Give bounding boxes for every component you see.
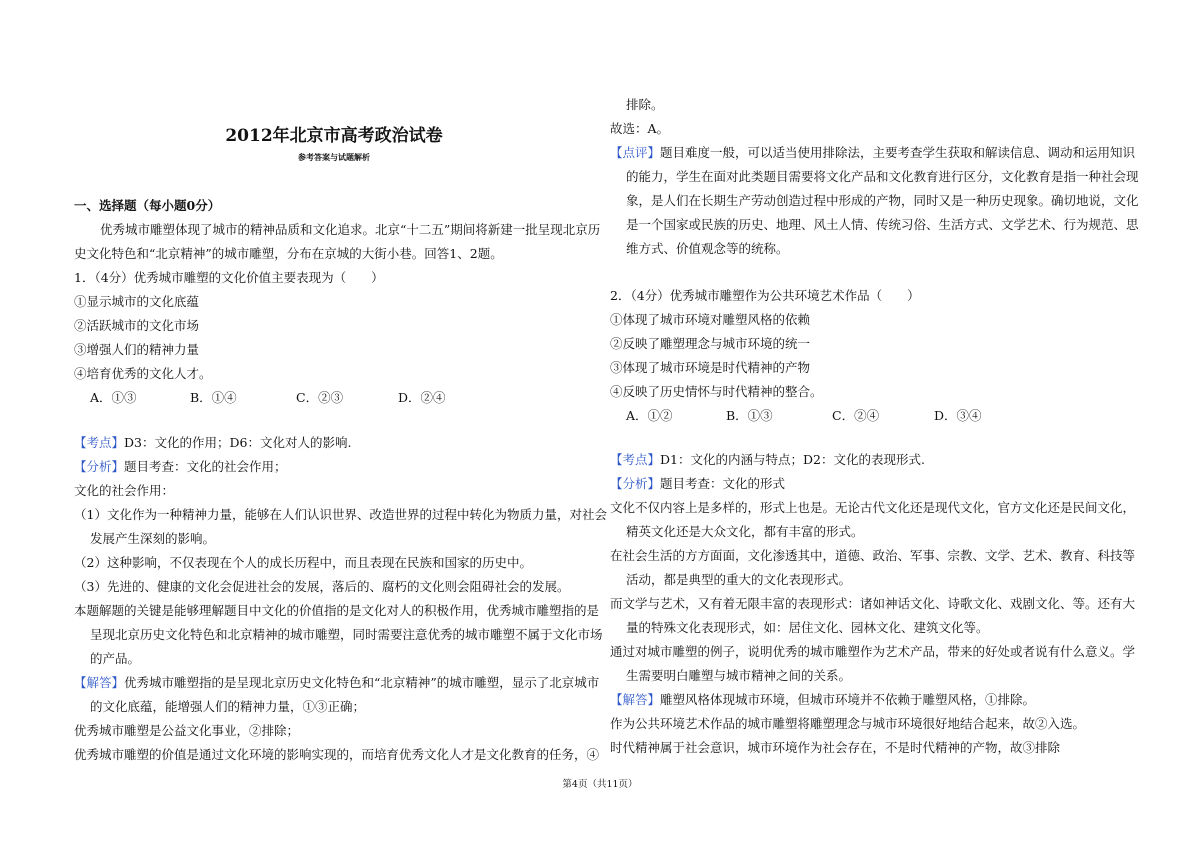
r-line-12: 量的特殊文化表现形式，如：居住文化、园林文化、建筑文化等。 bbox=[626, 620, 989, 635]
r-line-15: 作为公共环境艺术作品的城市雕塑将雕塑理念与城市环境很好地结合起来，故②入选。 bbox=[610, 716, 1086, 731]
jieda-tag: 【解答】 bbox=[74, 675, 125, 690]
kaodian-tag: 【考点】 bbox=[610, 452, 661, 467]
q1-jieda bbox=[74, 675, 599, 691]
q1-choice-a: A．①③ bbox=[90, 390, 137, 405]
q2-option-2: ②反映了雕塑理念与城市环境的统一 bbox=[610, 336, 811, 351]
kaodian-text: D3：文化的作用；D6：文化对人的影响. bbox=[124, 435, 352, 450]
r-line-6: 维方式、价值观念等的统称。 bbox=[626, 241, 789, 256]
q2-kaodian bbox=[610, 452, 925, 468]
analysis-line-3: 发展产生深刻的影响。 bbox=[90, 531, 216, 546]
r-line-5: 是一个国家或民族的历史、地理、风土人情、传统习俗、生活方式、文学艺术、行为规范、思 bbox=[626, 217, 1139, 232]
r-line-14: 生需要明白雕塑与城市精神之间的关系。 bbox=[626, 668, 852, 683]
answer-line-3: 优秀城市雕塑的价值是通过文化环境的影响实现的，而培育优秀文化人才是文化教育的任务，④ bbox=[74, 747, 600, 762]
kaodian-text: D1：文化的内涵与特点；D2：文化的表现形式. bbox=[660, 452, 925, 467]
q2-fenxi bbox=[610, 476, 785, 492]
analysis-line-8: 的产品。 bbox=[90, 651, 141, 666]
fenxi-tag: 【分析】 bbox=[74, 459, 125, 474]
analysis-line-6: 本题解题的关键是能够理解题目中文化的价值指的是文化对人的积极作用，优秀城市雕塑指的是 bbox=[74, 603, 600, 618]
r-line-16: 时代精神属于社会意识，城市环境作为社会存在，不是时代精神的产物，故③排除 bbox=[610, 740, 1061, 755]
jieda-text: 优秀城市雕塑指的是呈现北京历史文化特色和“北京精神”的城市雕塑，显示了北京城市 bbox=[124, 675, 600, 690]
intro-line-1: 优秀城市雕塑体现了城市的精神品质和文化追求。北京“十二五”期间将新建一批呈现北京历 bbox=[100, 222, 601, 237]
r-line-10: 活动，都是典型的重大的文化表现形式。 bbox=[626, 572, 852, 587]
analysis-line-7: 呈现北京历史文化特色和北京精神的城市雕塑，同时需要注意优秀的城市雕塑不属于文化市场 bbox=[90, 627, 603, 642]
q2-choice-a: A．①② bbox=[626, 408, 673, 423]
q1-option-1: ①显示城市的文化底蕴 bbox=[74, 294, 200, 309]
q2-choice-d: D．③④ bbox=[934, 408, 982, 423]
r-line-9: 在社会生活的方方面面，文化渗透其中，道德、政治、军事、宗教、文学、艺术、教育、科技等 bbox=[610, 548, 1136, 563]
analysis-line-4: （2）这种影响，不仅表现在个人的成长历程中，而且表现在民族和国家的历史中。 bbox=[74, 555, 532, 570]
intro-line-2: 史文化特色和“北京精神”的城市雕塑，分布在京城的大街小巷。回答1、2题。 bbox=[74, 246, 503, 261]
r-line-7: 文化不仅内容上是多样的，形式上也是。无论古代文化还是现代文化，官方文化还是民间文化， bbox=[610, 500, 1136, 515]
kaodian-tag: 【考点】 bbox=[74, 435, 125, 450]
r-line-8: 精英文化还是大众文化，都有丰富的形式。 bbox=[626, 524, 864, 539]
q1-choice-d: D．②④ bbox=[398, 390, 446, 405]
analysis-line-1: 文化的社会作用： bbox=[74, 483, 175, 498]
q2-jieda bbox=[610, 692, 1035, 708]
question-2: 2．（4分）优秀城市雕塑作为公共环境艺术作品（ ） bbox=[610, 288, 920, 303]
r-line-3: 的能力，学生在面对此类题目需要将文化产品和文化教育进行区分，文化教育是指一种社会现 bbox=[626, 169, 1139, 184]
r-line-4: 象，是人们在长期生产劳动创造过程中形成的产物，同时又是一种历史现象。确切地说，文化 bbox=[626, 193, 1139, 208]
dianping-text: 题目难度一般，可以适当使用排除法，主要考查学生获取和解读信息、调动和运用知识 bbox=[660, 145, 1136, 160]
fenxi-text: 题目考查：文化的社会作用； bbox=[124, 459, 287, 474]
fenxi-text: 题目考查：文化的形式 bbox=[660, 476, 786, 491]
r-line-11: 而文学与艺术，又有着无限丰富的表现形式：诸如神话文化、诗歌文化、戏剧文化、等。还有大 bbox=[610, 596, 1136, 611]
r-line-13: 通过对城市雕塑的例子，说明优秀的城市雕塑作为艺术产品，带来的好处或者说有什么意义。学 bbox=[610, 644, 1136, 659]
jieda-tag: 【解答】 bbox=[610, 692, 661, 707]
page-footer: 第4页（共11页） bbox=[562, 779, 638, 790]
q1-choice-b: B．①④ bbox=[190, 390, 237, 405]
answer-line-2: 优秀城市雕塑是公益文化事业，②排除； bbox=[74, 723, 300, 738]
document-subtitle: 参考答案与试题解析 bbox=[298, 152, 370, 162]
dianping-tag: 【点评】 bbox=[610, 145, 661, 160]
analysis-line-2: （1）文化作为一种精神力量，能够在人们认识世界、改造世界的过程中转化为物质力量，对社会 bbox=[74, 507, 607, 522]
q2-option-1: ①体现了城市环境对雕塑风格的依赖 bbox=[610, 312, 811, 327]
q1-kaodian bbox=[74, 435, 351, 451]
q2-option-3: ③体现了城市环境是时代精神的产物 bbox=[610, 360, 811, 375]
q1-choice-c: C．②③ bbox=[296, 390, 344, 405]
answer-line-1: 的文化底蕴，能增强人们的精神力量，①③正确； bbox=[90, 699, 366, 714]
section-heading: 一、选择题（每小题0分） bbox=[74, 198, 221, 213]
q1-option-2: ②活跃城市的文化市场 bbox=[74, 318, 200, 333]
fenxi-tag: 【分析】 bbox=[610, 476, 661, 491]
q1-fenxi bbox=[74, 459, 287, 475]
q1-option-3: ③增强人们的精神力量 bbox=[74, 342, 200, 357]
question-1: 1．（4分）优秀城市雕塑的文化价值主要表现为（ ） bbox=[74, 270, 384, 285]
q2-option-4: ④反映了历史情怀与时代精神的整合。 bbox=[610, 384, 823, 399]
q1-dianping bbox=[610, 145, 1135, 161]
jieda-text: 雕塑风格体现城市环境，但城市环境并不依赖于雕塑风格，①排除。 bbox=[660, 692, 1036, 707]
document-title: 2012年北京市高考政治试卷 bbox=[225, 126, 443, 146]
q1-option-4: ④培育优秀的文化人才。 bbox=[74, 366, 212, 381]
q2-choice-b: B．①③ bbox=[726, 408, 773, 423]
analysis-line-5: （3）先进的、健康的文化会促进社会的发展，落后的、腐朽的文化则会阻碍社会的发展。 bbox=[74, 579, 570, 594]
q2-choice-c: C．②④ bbox=[832, 408, 880, 423]
r-line-1: 排除。 bbox=[626, 97, 664, 112]
r-line-2: 故选：A。 bbox=[610, 121, 670, 136]
